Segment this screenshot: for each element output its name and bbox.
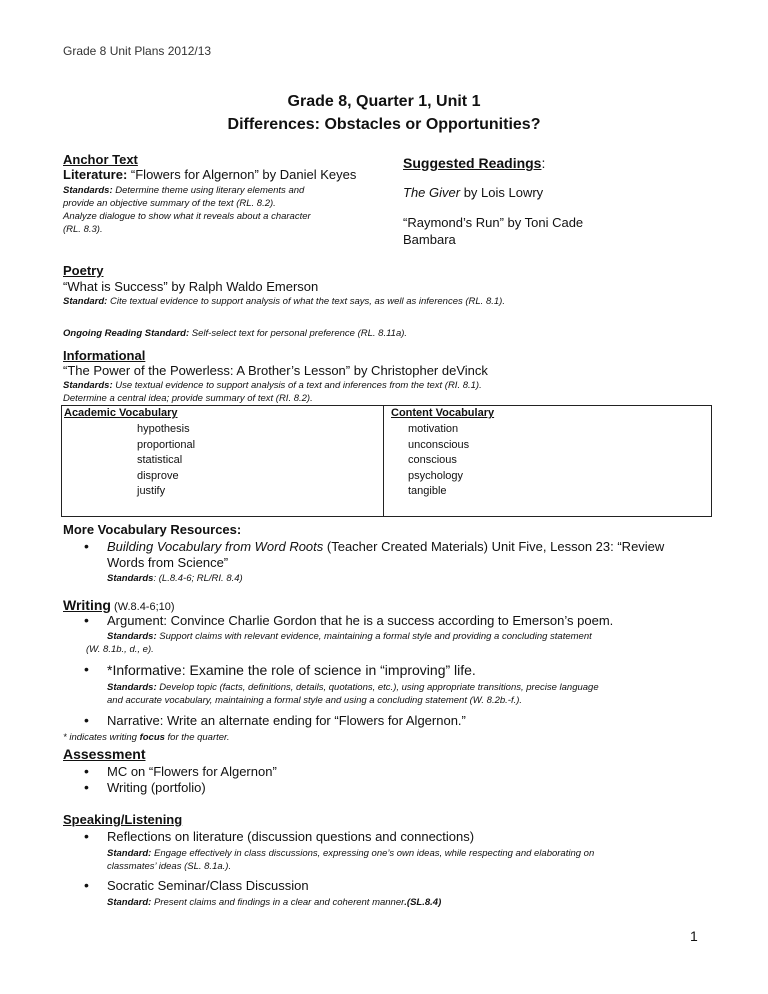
- running-header: Grade 8 Unit Plans 2012/13: [63, 44, 212, 58]
- vocab-word: conscious: [408, 454, 457, 466]
- info-std-line: [63, 379, 482, 392]
- resource-title: Building Vocabulary from Word Roots: [107, 539, 324, 554]
- anchor-std-line: [63, 184, 311, 197]
- bullet-icon: •: [84, 538, 89, 554]
- arg-std-line: [86, 630, 592, 643]
- writing-heading: Writing: [63, 597, 111, 613]
- arg-std-label: Standards:: [107, 631, 157, 642]
- info-std-line: Determine a central idea; provide summary of text (RI. 8.2).: [63, 393, 313, 404]
- speaking-item: Reflections on literature (discussion questions and connections): [107, 829, 475, 844]
- literature-label: Literature:: [63, 167, 128, 182]
- content-vocab-heading: Content Vocabulary: [391, 407, 495, 419]
- bullet-icon: •: [84, 828, 89, 844]
- resource-item: [107, 539, 664, 554]
- writing-narrative: Narrative: Write an alternate ending for “Flowers for Algernon.”: [107, 713, 466, 728]
- bullet-icon: •: [84, 877, 89, 893]
- anchor-std-label: Standards:: [63, 185, 113, 196]
- sp2-std-label: Standard:: [107, 897, 152, 908]
- bullet-icon: •: [84, 779, 89, 795]
- anchor-std-line: (RL. 8.3).: [63, 224, 103, 235]
- resources-std-label: Standards: [107, 573, 154, 584]
- vocab-word: psychology: [408, 469, 464, 482]
- writing-informative: *Informative: Examine the role of science in “improving” life.: [107, 662, 476, 678]
- note-focus: focus: [139, 732, 165, 743]
- writing-heading-standards: (W.8.4-6;10): [110, 601, 175, 613]
- content-vocab-list: [408, 422, 469, 500]
- speaking-heading: Speaking/Listening: [63, 812, 183, 827]
- inf-std-line: [107, 681, 599, 694]
- note-text: * indicates writing: [63, 732, 140, 743]
- informative-standards: [107, 681, 599, 707]
- vocab-word: tangible: [408, 485, 447, 497]
- resource-detail: (Teacher Created Materials) Unit Five, Lesson 23: “Review: [323, 539, 665, 554]
- literature-text: “Flowers for Algernon” by Daniel Keyes: [127, 167, 357, 182]
- anchor-literature: [63, 167, 356, 182]
- resource-item-line2: Words from Science”: [107, 555, 229, 570]
- book-2-line: Bambara: [403, 232, 456, 247]
- sp-std-line: [107, 847, 594, 860]
- suggested-colon: :: [541, 155, 546, 171]
- sp2-std-text: Present claims and findings in a clear and coherent manner: [151, 897, 405, 908]
- page-title: Grade 8, Quarter 1, Unit 1: [287, 93, 481, 110]
- sp-std-text: Engage effectively in class discussions, expressing one’s own ideas, while respecting and elaborating on: [151, 848, 595, 859]
- book-2-line: “Raymond’s Run” by Toni Cade: [403, 215, 584, 230]
- academic-vocab-heading: Academic Vocabulary: [64, 407, 178, 419]
- resources-std-text: : (L.8.4-6; RL/RI. 8.4): [153, 573, 243, 584]
- suggested-book-1: [403, 185, 543, 200]
- vocabulary-table: [61, 405, 712, 517]
- vocab-word: statistical: [137, 454, 183, 466]
- sp-std-label: Standard:: [107, 848, 152, 859]
- page-number: 1: [690, 928, 698, 944]
- ongoing-std-text: Self-select text for personal preference (RL. 8.11a).: [189, 328, 408, 339]
- vocab-word: hypothesis: [137, 423, 190, 435]
- assessment-item: MC on “Flowers for Algernon”: [107, 764, 277, 779]
- poetry-std-text: Cite textual evidence to support analysis of what the text says, as well as inferences (RL. 8.1).: [107, 296, 505, 307]
- poetry-std-label: Standard:: [63, 296, 108, 307]
- book-1-title: The Giver: [403, 185, 461, 200]
- anchor-heading: Anchor Text: [63, 152, 138, 167]
- speaking-item1-standard: [107, 847, 594, 873]
- vocab-word: justify: [137, 485, 166, 497]
- writing-focus-note: [63, 731, 230, 744]
- arg-std-line: (W. 8.1b., d., e).: [86, 644, 154, 655]
- arg-std-text: Support claims with relevant evidence, maintaining a formal style and providing a concluding statement: [156, 631, 592, 642]
- info-std-text: Use textual evidence to support analysis of a text and inferences from the text (RI. 8.1).: [112, 380, 482, 391]
- informational-text: “The Power of the Powerless: A Brother’s Lesson” by Christopher deVinck: [63, 363, 488, 378]
- vocab-word: motivation: [408, 423, 459, 435]
- anchor-standards: [63, 184, 311, 236]
- vocab-word: proportional: [137, 438, 196, 451]
- anchor-std-text: Determine theme using literary elements and: [112, 185, 305, 196]
- suggested-heading: Suggested Readings: [403, 155, 542, 171]
- bullet-icon: •: [84, 763, 89, 779]
- speaking-item: Socratic Seminar/Class Discussion: [107, 878, 309, 893]
- vocab-column-divider: [383, 406, 384, 516]
- book-1-author: by Lois Lowry: [460, 185, 544, 200]
- sp-std-line: classmates’ ideas (SL. 8.1a.).: [107, 861, 232, 872]
- bullet-icon: •: [84, 661, 89, 677]
- inf-std-text: Develop topic (facts, definitions, details, quotations, etc.), using appropriate transitions, precise language: [156, 682, 599, 693]
- informational-heading: Informational: [63, 348, 146, 363]
- informational-standards: [63, 379, 482, 405]
- anchor-std-line: provide an objective summary of the text (RL. 8.2).: [63, 198, 276, 209]
- assessment-item: Writing (portfolio): [107, 780, 206, 795]
- suggested-book-2: [403, 214, 583, 248]
- vocab-word: unconscious: [408, 438, 470, 451]
- bullet-icon: •: [84, 712, 89, 728]
- anchor-std-line: Analyze dialogue to show what it reveals about a character: [63, 211, 311, 222]
- resources-heading: More Vocabulary Resources:: [63, 522, 242, 537]
- vocab-word: disprove: [137, 469, 179, 482]
- resources-standards: [107, 572, 243, 585]
- assessment-heading: Assessment: [63, 746, 146, 762]
- argument-standards: [86, 630, 592, 656]
- inf-std-label: Standards:: [107, 682, 157, 693]
- suggested-readings: [403, 155, 545, 171]
- poetry-heading: Poetry: [63, 263, 104, 278]
- ongoing-reading-standard: [63, 327, 407, 340]
- poetry-text: “What is Success” by Ralph Waldo Emerson: [63, 279, 319, 294]
- speaking-item2-standard: [107, 896, 441, 909]
- note-text-end: for the quarter.: [164, 732, 230, 743]
- academic-vocab-list: [137, 422, 195, 500]
- sp2-std-end: .(SL.8.4): [404, 897, 442, 908]
- inf-std-line: and accurate vocabulary, maintaining a formal style and using a concluding statement (W. 8.2b.-f.).: [107, 695, 523, 706]
- info-std-label: Standards:: [63, 380, 113, 391]
- page-subtitle: Differences: Obstacles or Opportunities?: [227, 116, 541, 133]
- writing-argument: Argument: Convince Charlie Gordon that he is a success according to Emerson’s poem.: [107, 613, 614, 628]
- ongoing-std-label: Ongoing Reading Standard:: [63, 328, 190, 339]
- bullet-icon: •: [84, 612, 89, 628]
- poetry-standard: [63, 295, 505, 308]
